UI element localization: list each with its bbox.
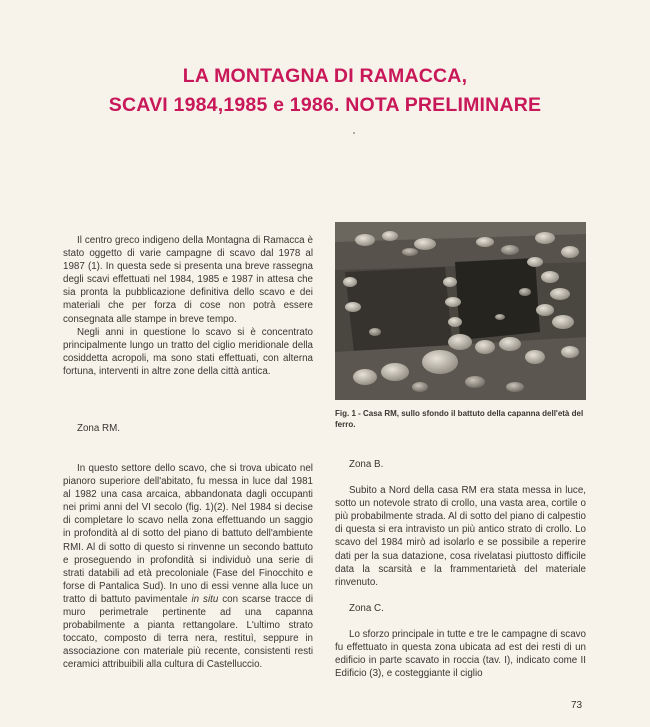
left-column-top	[63, 234, 313, 378]
paragraph-zona-rm	[63, 462, 313, 672]
speck	[353, 132, 355, 134]
heading-zona-c: Zona C.	[349, 602, 384, 614]
title-line-2: SCAVI 1984,1985 e 1986. NOTA PRELIMINARE	[108, 94, 542, 116]
page-number: 73	[571, 700, 583, 711]
right-column	[335, 458, 586, 680]
article-title	[0, 62, 650, 120]
excavation-photo	[335, 222, 586, 400]
excavation-photo-image	[335, 222, 586, 400]
left-zone-heading-wrap	[63, 422, 313, 435]
figure-caption: Fig. 1 - Casa RM, sullo sfondo il battuto della capanna dell'età del ferro.	[335, 409, 584, 429]
in-situ-italic: in situ	[191, 593, 219, 605]
title-line-1: LA MONTAGNA DI RAMACCA,	[182, 65, 468, 87]
paragraph-zona-b: Subito a Nord della casa RM era stata messa in luce, sotto un notevole strato di crollo, una vasta area, cortile o più probabilmente strada. Al di sotto del piano di calpestio di questa si era intravisto un più antico strato di crollo. Lo scavo del 1984 mirò ad isolarlo e se possibile a reperire dati per la sua datazione, cosa rivelatasi piuttosto difficile data la scarsità e la frammentarietà del materiale rinvenuto.	[335, 485, 586, 588]
paragraph-zona-rm-a: In questo settore dello scavo, che si trova ubicato nel pianoro superiore dell'abitato, fu messa in luce dal 1981 al 1982 una casa arcaica, abbandonata dagli occupanti nei primi anni del VI secolo (fig. 1)(2). Nel 1984 si decise di completare lo scavo nella zona effettuando un saggio in profondità al di sotto del piano di battuto dell'ambiente RMI. Al di sotto di questo si rinvenne un secondo battuto e proseguendo in profondità si individuò una serie di strati databili ad età precoloniale (Fase del Finocchito e forse di Pantalica Sud). In uno di essi venne alla luce un tratto di battuto pavimentale	[63, 463, 313, 605]
paragraph-years: Negli anni in questione lo scavo si è concentrato principalmente lungo un tratto del ciglio meridionale della cosiddetta acropoli, ma sono stati effettuati, con alterna fortuna, interventi in altre zone della città antica.	[63, 326, 313, 377]
heading-zona-rm: Zona RM.	[77, 423, 121, 434]
paragraph-zona-rm-b: con scarse tracce di muro perimetrale pertinente ad una capanna probabilmente a pianta rettangolare. L'ultimo strato toccato, composto di terra nera, restituì, seppure in associazione con materiale più recente, consistenti resti ceramici attribuibili alla cultura di Castelluccio.	[63, 593, 314, 671]
left-column-bottom	[63, 462, 313, 672]
paragraph-zona-c: Lo sforzo principale in tutte e tre le campagne di scavo fu effettuato in questa zona ubicata ad est dei resti di un edificio in parte scavato in roccia (tav. I), indicato come II Edificio (3), e costeggiante il ciglio	[335, 628, 586, 680]
heading-zona-b: Zona B.	[349, 459, 384, 470]
paragraph-intro: Il centro greco indigeno della Montagna di Ramacca è stato oggetto di varie campagne di scavo dal 1978 al 1987 (1). In questa sede si presenta una breve rassegna degli scavi effettuati nel 1984, 1985 e 1987 in attesa che sia pronta la pubblicazione definitiva dello scavo e dei materiali che per forza di cose non potrà essere consegnata alle stampe in breve tempo.	[63, 235, 313, 325]
